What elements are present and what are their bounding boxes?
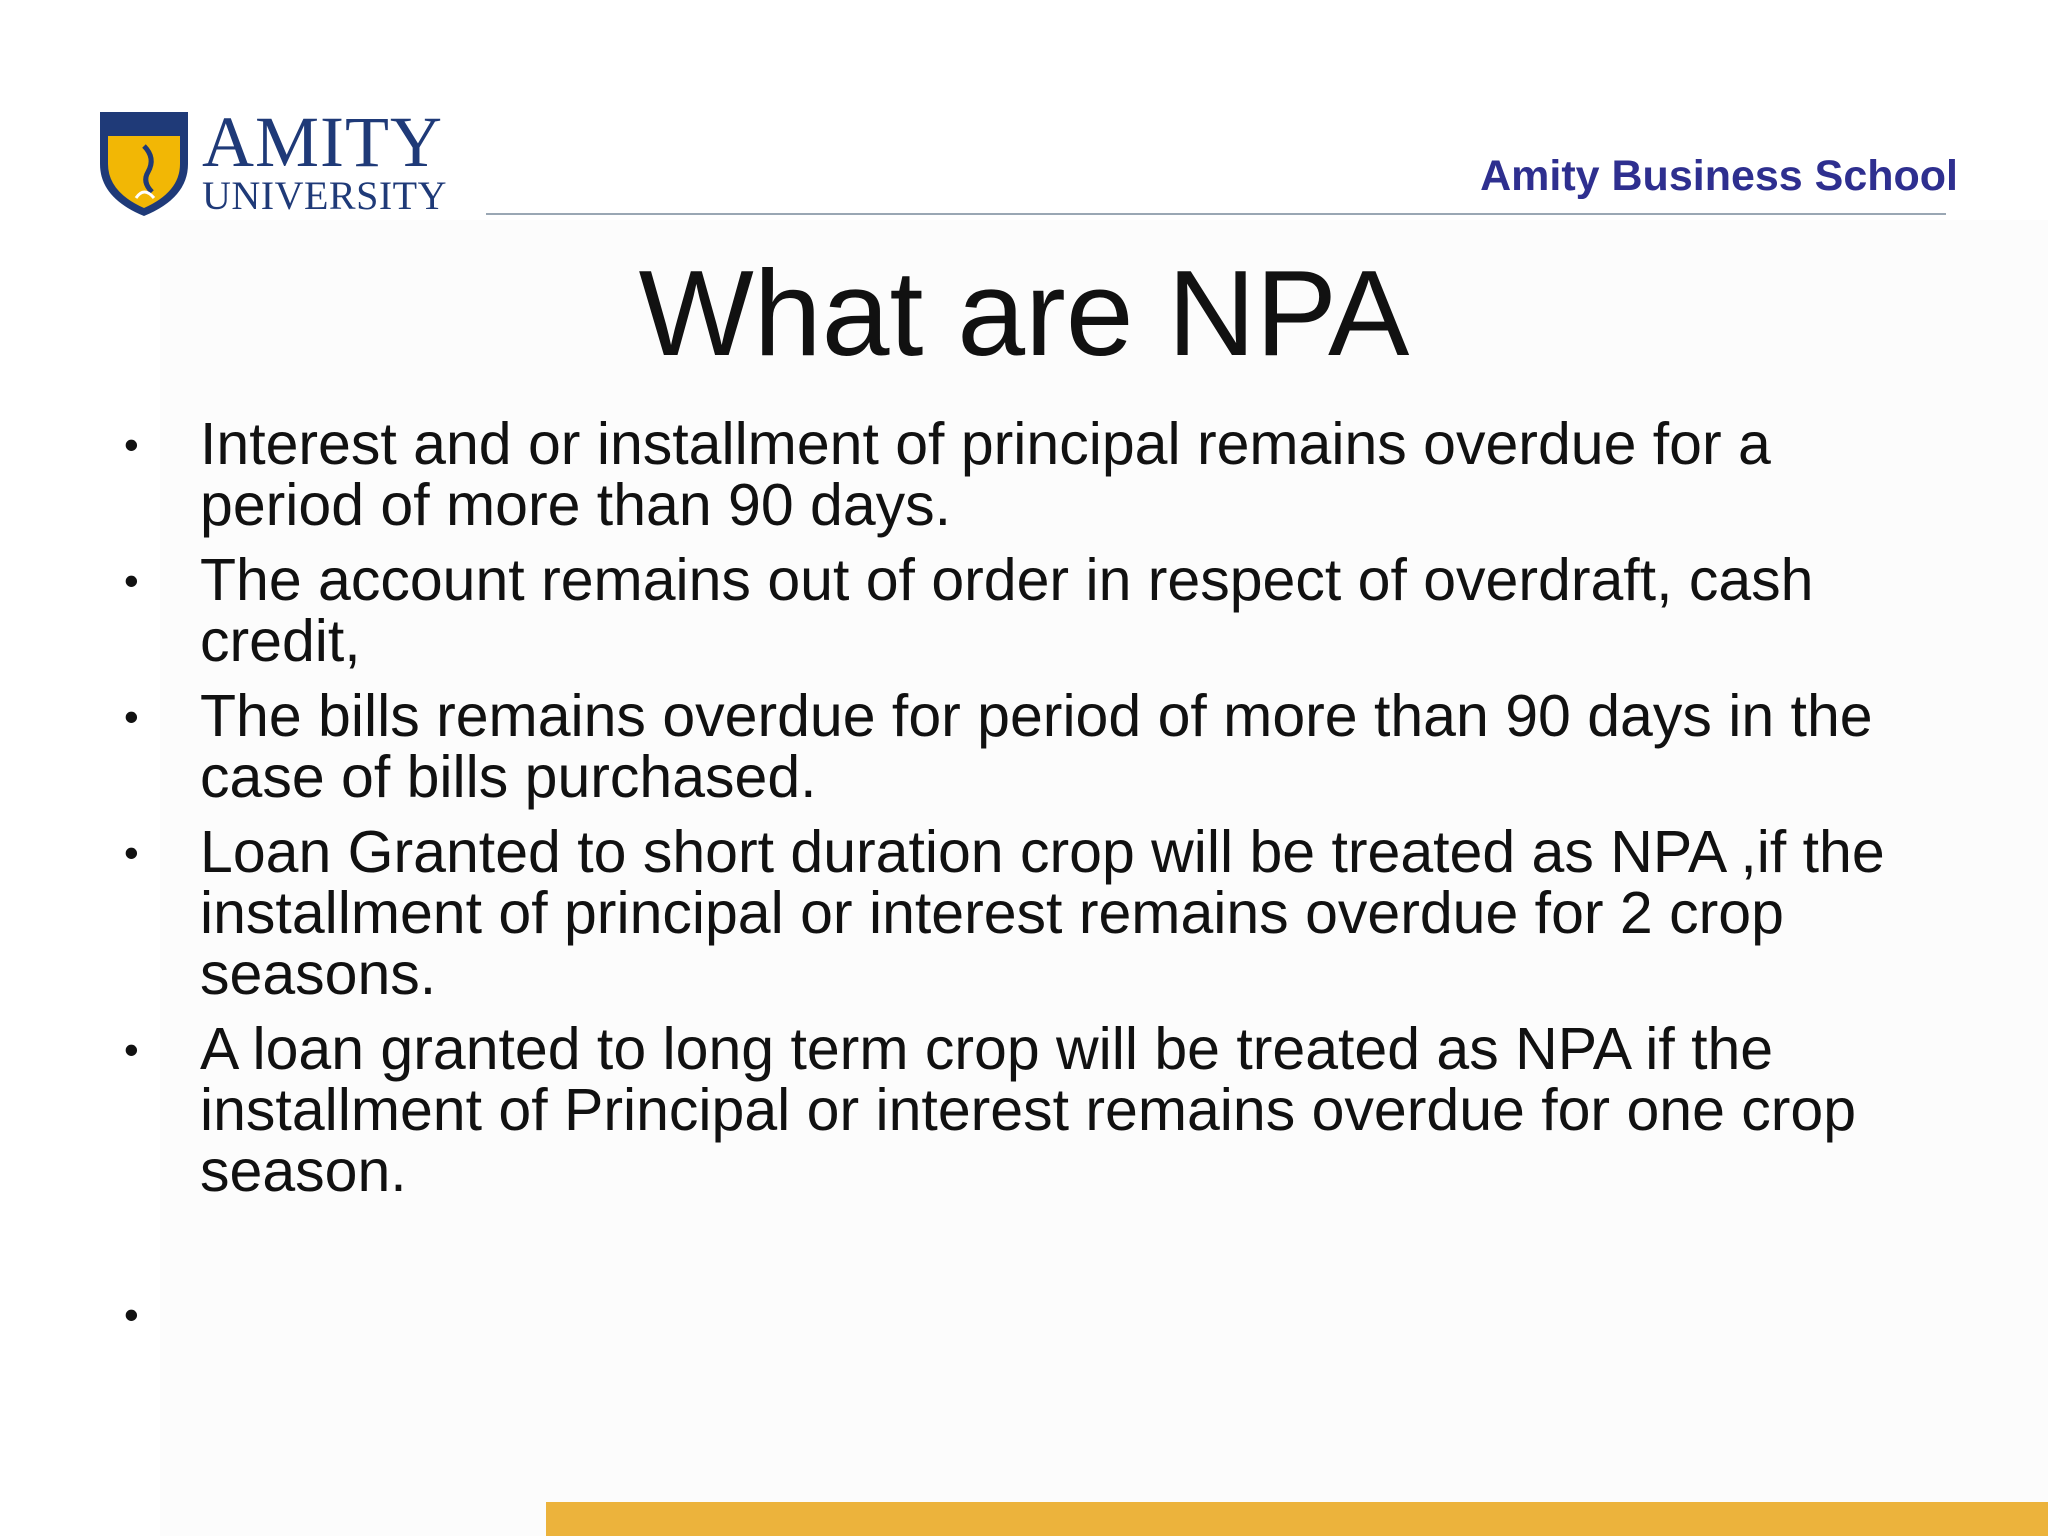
bullet-item-empty: [120, 1284, 1940, 1345]
bullet-text: Loan Granted to short duration crop will be treated as NPA ,if the installment of principal or interest remains overdue for 2 crop seasons.: [200, 819, 1885, 1007]
amity-shield-icon: [96, 106, 192, 218]
bullet-marker: •: [124, 1291, 139, 1338]
amity-university-logo: [96, 102, 456, 222]
bullet-item: [120, 819, 1940, 1007]
bullet-item: [120, 411, 1940, 538]
school-name: Amity Business School: [1480, 152, 1958, 200]
bullet-marker: •: [124, 557, 139, 604]
bullet-list: [120, 411, 1940, 1359]
bullet-marker: •: [124, 1026, 139, 1073]
bullet-text: The bills remains overdue for period of more than 90 days in the case of bills purchased.: [200, 683, 1873, 810]
bullet-item: [120, 683, 1940, 810]
bullet-text: The account remains out of order in respect of overdraft, cash credit,: [200, 547, 1814, 674]
footer-accent-bar: [546, 1502, 2048, 1536]
bullet-text: A loan granted to long term crop will be treated as NPA if the installment of Principal or interest remains overdue for one crop season.: [200, 1016, 1857, 1204]
bullet-marker: •: [124, 421, 139, 468]
bullet-item: [120, 547, 1940, 674]
slide-title: What are NPA: [638, 245, 1410, 381]
logo-wordmark-university: UNIVERSITY: [202, 173, 447, 218]
logo-wordmark-amity: AMITY: [202, 102, 443, 182]
header-divider: [486, 213, 1946, 215]
bullet-marker: •: [124, 829, 139, 876]
bullet-text: Interest and or installment of principal remains overdue for a period of more than 90 days.: [200, 411, 1771, 538]
bullet-item: [120, 1016, 1940, 1204]
bullet-marker: •: [124, 693, 139, 740]
